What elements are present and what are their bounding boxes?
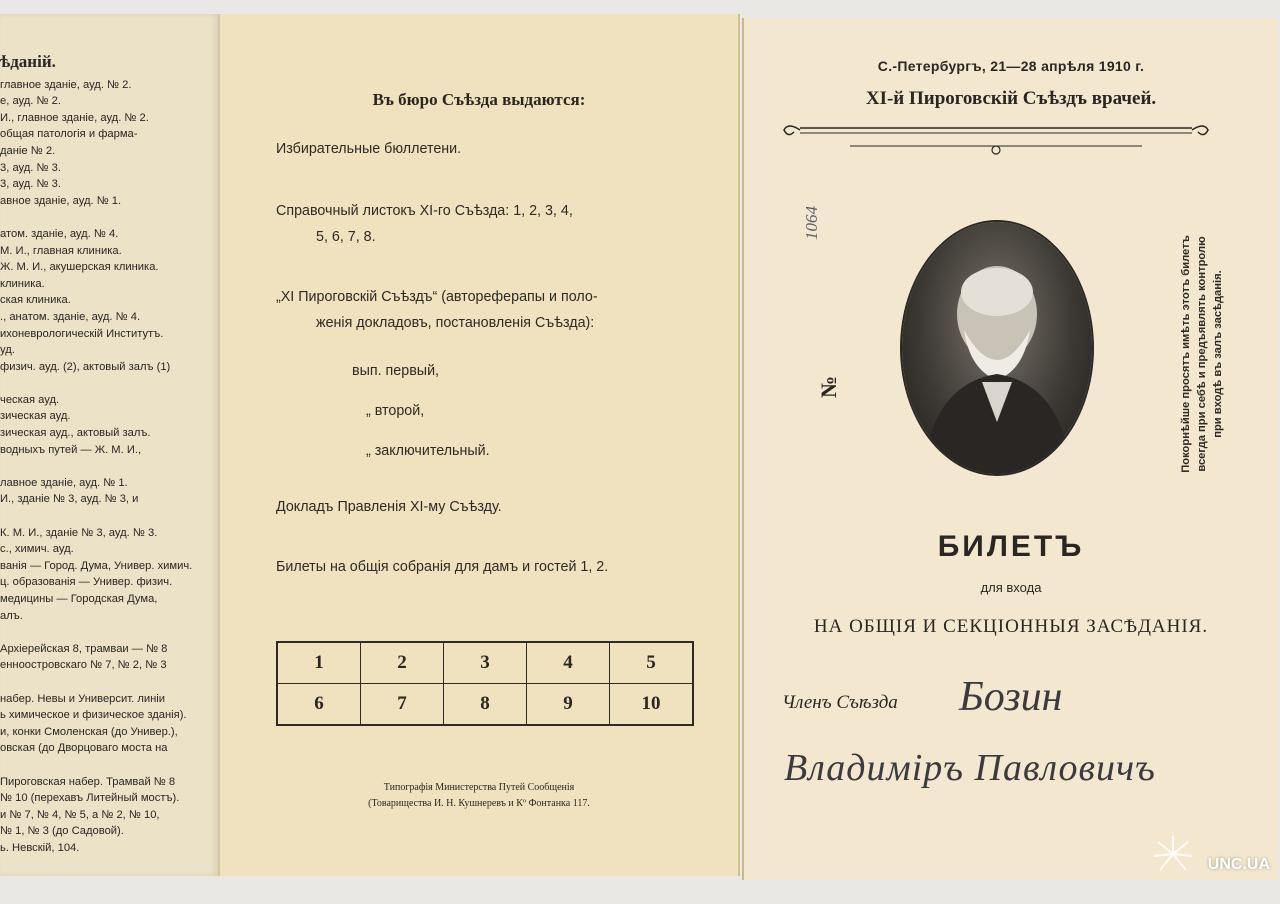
notice-line: Покорнѣйше просятъ имѣть этотъ билетъ xyxy=(1180,235,1192,473)
left-line: ь. Невскій, 104. xyxy=(0,841,80,854)
item-reference-sheet-cont: 5, 6, 7, 8. xyxy=(316,229,376,245)
item-issue-second: „ второй, xyxy=(366,403,425,419)
session-locations-list xyxy=(0,54,214,857)
item-congress-publication: „XI Пироговскій Съѣздъ“ (автореферапы и поло- xyxy=(276,289,598,305)
left-line: водныхъ путей — Ж. М. И., xyxy=(0,443,142,456)
left-line xyxy=(0,209,214,226)
grid-cell: 4 xyxy=(527,642,610,684)
item-issue-first: вып. первый, xyxy=(352,363,440,379)
ornament-divider xyxy=(780,116,1212,160)
portrait-photo xyxy=(902,222,1092,474)
left-line: К. М. И., зданіе № 3, ауд. № 3. xyxy=(0,526,158,539)
left-line: Ж. М. И., акушерская клиника. xyxy=(0,261,159,274)
left-line: зическая ауд., актовый залъ. xyxy=(0,427,151,440)
left-line: авное зданіе, ауд. № 1. xyxy=(0,194,122,207)
grid-cell: 10 xyxy=(610,684,694,726)
handwritten-name: Владиміръ Павловичъ xyxy=(784,747,1156,789)
ticket-notice xyxy=(1178,214,1226,494)
left-line: лавное зданіе, ауд. № 1. xyxy=(0,476,128,489)
congress-title: XI-й Пироговскій Съѣздъ врачей. xyxy=(865,88,1157,109)
number-sign: № xyxy=(816,375,841,398)
watermark-text: UNC.UA xyxy=(1207,856,1270,873)
grid-cell: 9 xyxy=(527,684,610,726)
member-label: Членъ Съѣзда xyxy=(782,692,898,713)
left-page xyxy=(0,14,218,876)
left-line: клиника. xyxy=(0,277,45,290)
left-line: атом. зданіе, ауд. № 4. xyxy=(0,227,119,240)
left-line: алъ. xyxy=(0,609,23,622)
left-line: общая патологія и фарма- xyxy=(0,128,138,141)
left-lines xyxy=(0,77,214,857)
item-reference-sheet: Справочный листокъ XI-го Съѣзда: 1, 2, 3, 4, xyxy=(276,203,573,219)
middle-page xyxy=(218,14,740,876)
left-line: ь химическое и физическое зданія). xyxy=(0,709,187,722)
left-line: и, конки Смоленская (до Универ.), xyxy=(0,725,178,738)
left-line: ц. образованія — Универ. физич. xyxy=(0,576,173,589)
item-ballots: Избирательные бюллетени. xyxy=(276,141,462,157)
printer-line-1: Типографія Министерства Путей Сообщенія xyxy=(383,782,575,793)
left-line: № 1, № 3 (до Садовой). xyxy=(0,825,124,838)
ticket-page xyxy=(742,18,1278,880)
left-line: главное зданіе, ауд. № 2. xyxy=(0,78,132,91)
left-line: Пироговская набер. Трамвай № 8 xyxy=(0,775,176,788)
grid-cell: 7 xyxy=(361,684,444,726)
bureau-heading: Въ бюро Съѣзда выдаются: xyxy=(372,90,586,109)
left-line xyxy=(0,508,214,525)
printer-line-2: (Товарищества И. Н. Кушнеревъ и Кº Фонтанка 117. xyxy=(368,798,590,809)
left-line: уд. xyxy=(0,344,15,357)
left-line: 3, ауд. № 3. xyxy=(0,178,61,191)
left-line: физич. ауд. (2), актовый залъ (1) xyxy=(0,360,171,373)
left-line: И., зданіе № 3, ауд. № 3, и xyxy=(0,493,139,506)
left-line: 3, ауд. № 3. xyxy=(0,161,61,174)
left-line: енноостровскаго № 7, № 2, № 3 xyxy=(0,659,167,672)
serial-number: 1064 xyxy=(802,206,821,240)
item-issue-final: „ заключительный. xyxy=(366,443,490,459)
left-line xyxy=(0,757,214,774)
notice-line: при входѣ въ залъ засѣданія. xyxy=(1212,270,1224,438)
city-date: С.-Петербургъ, 21—28 апрѣля 1910 г. xyxy=(877,58,1145,74)
left-line: медицины — Городская Дума, xyxy=(0,593,158,605)
handwritten-surname: Бозин xyxy=(959,674,1063,720)
left-line: овская (до Дворцоваго моста на xyxy=(0,742,168,755)
watermark-icon xyxy=(1150,834,1196,874)
left-line: ческая ауд. xyxy=(0,393,60,406)
grid-cell: 2 xyxy=(361,642,444,684)
left-line: зическая ауд. xyxy=(0,410,71,423)
grid-cell: 1 xyxy=(277,642,361,684)
ticket-meetings: НА ОБЩІЯ И СЕКЦІОННЫЯ ЗАСѢДАНІЯ. xyxy=(813,616,1209,637)
left-page-title: ѣданій. xyxy=(0,54,56,71)
left-line: М. И., главная клиника. xyxy=(0,244,122,257)
left-line xyxy=(0,674,214,691)
left-line: № 10 (перехавъ Литейный мостъ). xyxy=(0,792,180,805)
left-line: даніе № 2. xyxy=(0,144,56,157)
left-line xyxy=(0,375,214,392)
grid-cell: 8 xyxy=(444,684,527,726)
left-line: и № 7, № 4, № 5, а № 2, № 10, xyxy=(0,808,160,821)
issue-number-grid xyxy=(276,641,694,726)
left-line: ская клиника. xyxy=(0,294,71,307)
grid-cell: 3 xyxy=(444,642,527,684)
left-line: ванія — Город. Дума, Универ. химич. xyxy=(0,559,193,572)
left-line: е, ауд. № 2. xyxy=(0,95,61,108)
grid-cell: 5 xyxy=(610,642,694,684)
left-line: ., анатом. зданіе, ауд. № 4. xyxy=(0,310,141,323)
left-line xyxy=(0,458,214,475)
item-congress-publication-cont: женія докладовъ, постановленія Съѣзда): xyxy=(316,315,595,331)
ticket-title: БИЛЕТЪ xyxy=(937,530,1085,563)
ticket-subtitle: для входа xyxy=(980,580,1042,595)
notice-line: всегда при себѣ и предъявлять контролю xyxy=(1196,236,1208,472)
left-line: набер. Невы и Университ. линіи xyxy=(0,692,166,705)
left-line: И., главное зданіе, ауд. № 2. xyxy=(0,111,149,124)
left-line xyxy=(0,624,214,641)
left-line: ихоневрологическій Институтъ. xyxy=(0,327,164,340)
grid-cell: 6 xyxy=(277,684,361,726)
left-line: Архіерейская 8, трамваи — № 8 xyxy=(0,642,168,655)
item-board-report: Докладъ Правленія XI-му Съѣзду. xyxy=(276,499,502,515)
left-line: с., химич. ауд. xyxy=(0,543,74,556)
item-guest-tickets: Билеты на общія собранія для дамъ и гостей 1, 2. xyxy=(276,559,609,575)
